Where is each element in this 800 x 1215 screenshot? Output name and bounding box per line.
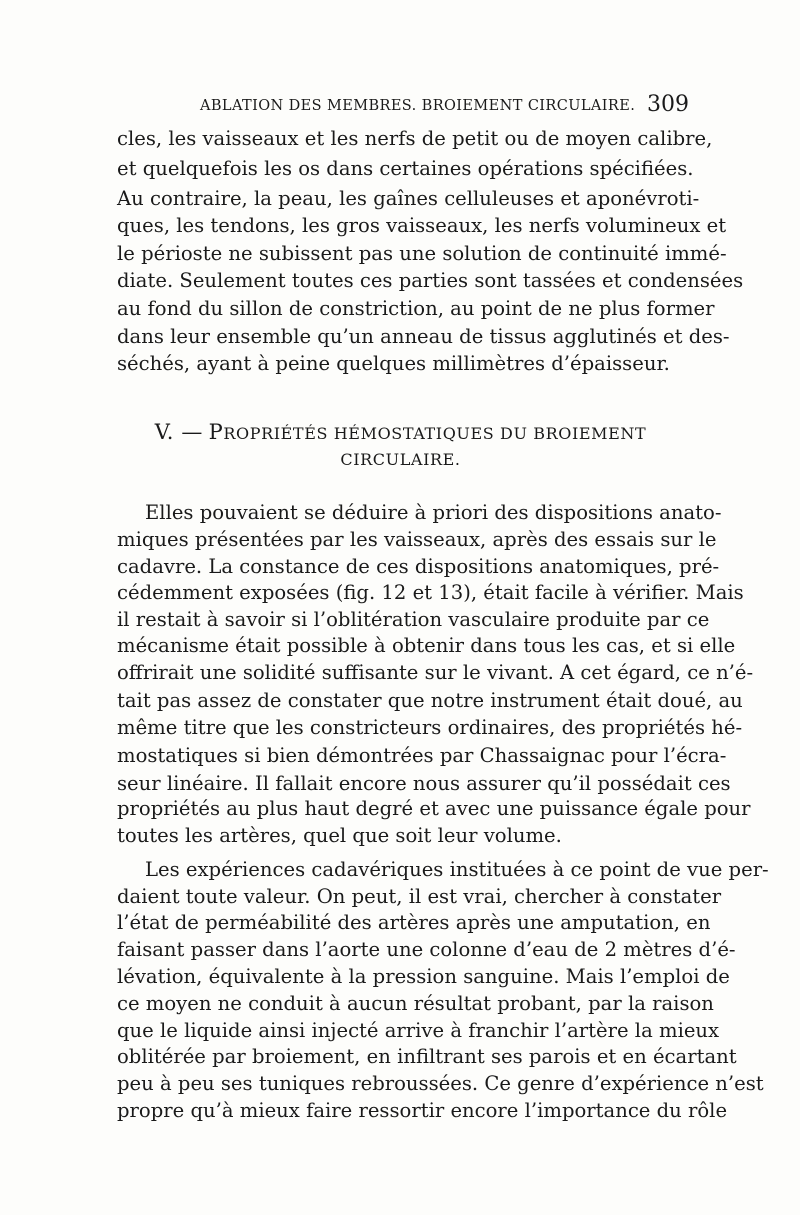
text-line: tait pas assez de constater que notre instrument était doué, au xyxy=(117,689,743,712)
text-line: il restait à savoir si l’oblitération vasculaire produite par ce xyxy=(117,608,710,631)
text-line: Au contraire, la peau, les gaînes celluleuses et aponévroti- xyxy=(117,187,700,210)
text-line: séchés, ayant à peine quelques millimètres d’épaisseur. xyxy=(117,352,670,375)
text-line: daient toute valeur. On peut, il est vrai, chercher à constater xyxy=(117,885,722,908)
text-line: diate. Seulement toutes ces parties sont tassées et condensées xyxy=(117,269,744,292)
text-line: toutes les artères, quel que soit leur volume. xyxy=(117,824,562,847)
text-line: mostatiques si bien démontrées par Chassaignac pour l’écra- xyxy=(117,744,727,767)
section-number: V. — xyxy=(154,420,203,444)
text-line: seur linéaire. Il fallait encore nous assurer qu’il possédait ces xyxy=(117,772,731,795)
text-line: l’état de perméabilité des artères après une amputation, en xyxy=(117,911,711,934)
text-line: Elles pouvaient se déduire à priori des dispositions anato- xyxy=(145,501,722,524)
text-line: offrirait une solidité suffisante sur le vivant. A cet égard, ce n’é- xyxy=(117,661,754,684)
section-title-word: ROPRIÉTÉS xyxy=(223,424,329,443)
text-line: ques, les tendons, les gros vaisseaux, les nerfs volumineux et xyxy=(117,214,727,237)
text-line: miques présentées par les vaisseaux, après des essais sur le xyxy=(117,528,717,551)
text-line: cles, les vaisseaux et les nerfs de petit ou de moyen calibre, xyxy=(117,127,713,150)
section-title-initial: P xyxy=(208,420,224,444)
text-line: que le liquide ainsi injecté arrive à franchir l’artère la mieux xyxy=(117,1019,720,1042)
text-line: propre qu’à mieux faire ressortir encore l’importance du rôle xyxy=(117,1099,728,1122)
section-heading-line-2: CIRCULAIRE. xyxy=(340,450,461,469)
text-line: faisant passer dans l’aorte une colonne d’eau de 2 mètres d’é- xyxy=(117,938,736,961)
text-line: lévation, équivalente à la pression sanguine. Mais l’emploi de xyxy=(117,965,730,988)
text-line: le périoste ne subissent pas une solution de continuité immé- xyxy=(117,242,727,265)
text-line: ce moyen ne conduit à aucun résultat probant, par la raison xyxy=(117,992,714,1015)
text-line: dans leur ensemble qu’un anneau de tissus agglutinés et des- xyxy=(117,325,730,348)
text-line: oblitérée par broiement, en infiltrant ses parois et en écartant xyxy=(117,1045,737,1068)
text-line: propriétés au plus haut degré et avec une puissance égale pour xyxy=(117,797,751,820)
text-line: cédemment exposées (fig. 12 et 13), était facile à vérifier. Mais xyxy=(117,581,744,604)
text-line: et quelquefois les os dans certaines opérations spécifiées. xyxy=(117,157,694,180)
section-title-rest: HÉMOSTATIQUES DU BROIEMENT xyxy=(333,424,647,443)
text-line: Les expériences cadavériques instituées à ce point de vue per- xyxy=(145,858,769,881)
page-number: 309 xyxy=(647,92,689,117)
running-title: ABLATION DES MEMBRES. BROIEMENT CIRCULAIRE. xyxy=(200,98,636,114)
section-heading xyxy=(117,420,684,444)
text-line: même titre que les constricteurs ordinaires, des propriétés hé- xyxy=(117,716,743,739)
text-line: peu à peu ses tuniques rebroussées. Ce genre d’expérience n’est xyxy=(117,1072,764,1095)
text-line: mécanisme était possible à obtenir dans tous les cas, et si elle xyxy=(117,634,736,657)
text-line: au fond du sillon de constriction, au point de ne plus former xyxy=(117,297,715,320)
text-line: cadavre. La constance de ces dispositions anatomiques, pré- xyxy=(117,555,720,578)
